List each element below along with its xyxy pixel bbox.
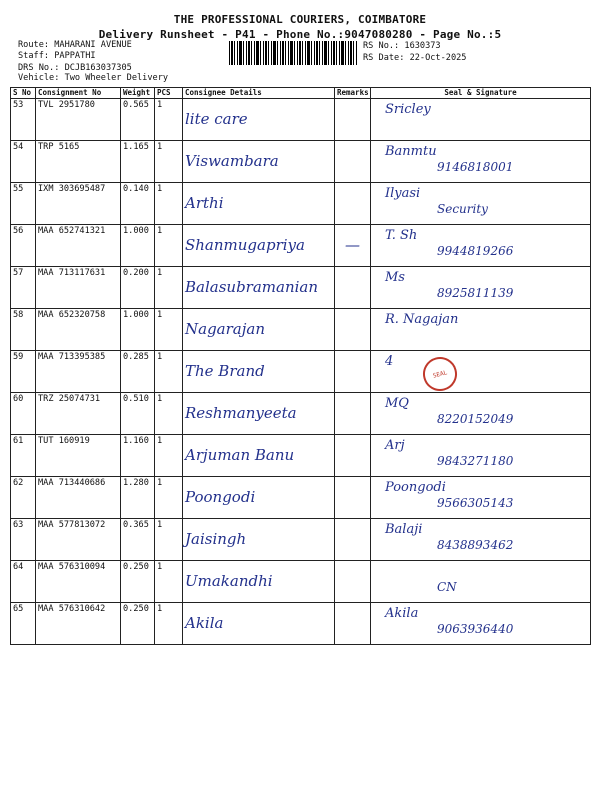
serial-number-cell: 59 <box>11 351 36 393</box>
table-row <box>11 351 591 393</box>
handwritten-phone: 8925811139 <box>437 286 514 300</box>
seal-signature-cell <box>371 141 591 183</box>
pieces-cell: 1 <box>155 99 183 141</box>
consignee-details-cell: Viswambara <box>183 141 335 183</box>
weight-cell: 0.200 <box>121 267 155 309</box>
handwritten-phone: 8438893462 <box>437 538 514 552</box>
seal-signature-cell <box>371 435 591 477</box>
handwritten-phone: 9843271180 <box>437 454 514 468</box>
seal-signature-cell <box>371 99 591 141</box>
table-header-row <box>11 88 591 99</box>
handwritten-signature: Banmtu <box>385 144 437 159</box>
serial-number-cell: 61 <box>11 435 36 477</box>
column-header: S No <box>11 88 36 99</box>
remarks-cell <box>335 267 371 309</box>
consignment-number-cell: MAA 713117631 <box>36 267 121 309</box>
pieces-cell: 1 <box>155 393 183 435</box>
runsheet-subtitle: Delivery Runsheet - P41 - Phone No.:9047080280 - Page No.:5 <box>98 28 502 41</box>
table-row <box>11 267 591 309</box>
consignee-details-cell: Shanmugapriya <box>183 225 335 267</box>
serial-number-cell: 53 <box>11 99 36 141</box>
handwritten-signature: MQ <box>385 396 409 411</box>
remarks-cell <box>335 435 371 477</box>
staff-label: Staff: PAPPATHI <box>18 51 96 61</box>
serial-number-cell: 58 <box>11 309 36 351</box>
remarks-cell <box>335 309 371 351</box>
handwritten-signature: Akila <box>385 606 419 621</box>
consignment-number-cell: MAA 576310642 <box>36 603 121 645</box>
consignee-details-cell: Arjuman Banu <box>183 435 335 477</box>
pieces-cell: 1 <box>155 225 183 267</box>
weight-cell: 1.160 <box>121 435 155 477</box>
remarks-cell <box>335 519 371 561</box>
table-row <box>11 141 591 183</box>
table-row <box>11 309 591 351</box>
seal-stamp: SEAL <box>419 353 461 392</box>
serial-number-cell: 60 <box>11 393 36 435</box>
runsheet-table <box>10 87 591 645</box>
consignment-number-cell: TRP 5165 <box>36 141 121 183</box>
runsheet-title: THE PROFESSIONAL COURIERS, COIMBATORE <box>173 13 427 26</box>
weight-cell: 1.165 <box>121 141 155 183</box>
handwritten-phone: 9146818001 <box>437 160 514 174</box>
consignee-details-cell: Poongodi <box>183 477 335 519</box>
consignee-details-cell: lite care <box>183 99 335 141</box>
column-header: Remarks <box>335 88 371 99</box>
column-header: Consignee Details <box>183 88 335 99</box>
handwritten-phone: CN <box>437 580 457 594</box>
handwritten-signature: Ms <box>385 270 405 285</box>
column-header: Consignment No <box>36 88 121 99</box>
seal-signature-cell <box>371 561 591 603</box>
weight-cell: 0.140 <box>121 183 155 225</box>
remarks-cell <box>335 477 371 519</box>
weight-cell: 0.365 <box>121 519 155 561</box>
table-row <box>11 99 591 141</box>
consignee-details-cell: Arthi <box>183 183 335 225</box>
serial-number-cell: 65 <box>11 603 36 645</box>
consignment-number-cell: MAA 652741321 <box>36 225 121 267</box>
table-row <box>11 225 591 267</box>
seal-signature-cell <box>371 267 591 309</box>
table-row <box>11 477 591 519</box>
remarks-cell <box>335 561 371 603</box>
handwritten-phone: 8220152049 <box>437 412 514 426</box>
handwritten-phone: 9944819266 <box>437 244 514 258</box>
vehicle-label: Vehicle: Two Wheeler Delivery <box>18 73 169 83</box>
route-label: Route: MAHARANI AVENUE <box>18 40 132 50</box>
column-header: Seal & Signature <box>371 88 591 99</box>
table-row <box>11 435 591 477</box>
serial-number-cell: 54 <box>11 141 36 183</box>
remarks-cell: — <box>335 225 371 267</box>
consignee-details-cell: Jaisingh <box>183 519 335 561</box>
pieces-cell: 1 <box>155 183 183 225</box>
seal-signature-cell <box>371 477 591 519</box>
remarks-cell <box>335 141 371 183</box>
weight-cell: 0.565 <box>121 99 155 141</box>
table-row <box>11 519 591 561</box>
consignee-details-cell: Balasubramanian <box>183 267 335 309</box>
serial-number-cell: 56 <box>11 225 36 267</box>
seal-signature-cell <box>371 225 591 267</box>
consignment-number-cell: MAA 652320758 <box>36 309 121 351</box>
handwritten-signature: Arj <box>385 438 405 453</box>
handwritten-signature: Ilyasi <box>385 186 421 201</box>
consignment-number-cell: MAA 577813072 <box>36 519 121 561</box>
pieces-cell: 1 <box>155 561 183 603</box>
remarks-cell <box>335 393 371 435</box>
seal-signature-cell <box>371 519 591 561</box>
seal-signature-cell <box>371 393 591 435</box>
column-header: PCS <box>155 88 183 99</box>
weight-cell: 0.285 <box>121 351 155 393</box>
weight-cell: 0.510 <box>121 393 155 435</box>
handwritten-phone: 9566305143 <box>437 496 514 510</box>
column-header: Weight <box>121 88 155 99</box>
consignment-number-cell: TUT 160919 <box>36 435 121 477</box>
weight-cell: 0.250 <box>121 603 155 645</box>
barcode-image <box>229 41 357 65</box>
consignment-number-cell: IXM 303695487 <box>36 183 121 225</box>
handwritten-signature: R. Nagajan <box>385 312 459 327</box>
consignee-details-cell: The Brand <box>183 351 335 393</box>
serial-number-cell: 57 <box>11 267 36 309</box>
table-row <box>11 393 591 435</box>
consignment-number-cell: MAA 576310094 <box>36 561 121 603</box>
weight-cell: 1.000 <box>121 309 155 351</box>
weight-cell: 1.280 <box>121 477 155 519</box>
seal-signature-cell <box>371 309 591 351</box>
serial-number-cell: 55 <box>11 183 36 225</box>
drs-number: DRS No.: DCJB163037305 <box>18 63 132 73</box>
remarks-cell <box>335 351 371 393</box>
consignment-number-cell: TRZ 25074731 <box>36 393 121 435</box>
consignee-details-cell: Reshmanyeeta <box>183 393 335 435</box>
seal-signature-cell <box>371 603 591 645</box>
remarks-cell <box>335 183 371 225</box>
pieces-cell: 1 <box>155 435 183 477</box>
pieces-cell: 1 <box>155 351 183 393</box>
handwritten-signature: Balaji <box>385 522 423 537</box>
weight-cell: 0.250 <box>121 561 155 603</box>
serial-number-cell: 63 <box>11 519 36 561</box>
handwritten-signature: 4 <box>385 354 394 369</box>
consignee-details-cell: Nagarajan <box>183 309 335 351</box>
pieces-cell: 1 <box>155 309 183 351</box>
rs-number: RS No.: 1630373 <box>363 41 441 51</box>
consignee-details-cell: Umakandhi <box>183 561 335 603</box>
handwritten-phone: Security <box>437 202 488 216</box>
consignment-number-cell: TVL 2951780 <box>36 99 121 141</box>
serial-number-cell: 62 <box>11 477 36 519</box>
handwritten-signature: Poongodi <box>385 480 446 495</box>
weight-cell: 1.000 <box>121 225 155 267</box>
pieces-cell: 1 <box>155 267 183 309</box>
remarks-cell <box>335 603 371 645</box>
consignee-details-cell: Akila <box>183 603 335 645</box>
table-row <box>11 561 591 603</box>
rs-date: RS Date: 22-Oct-2025 <box>363 53 467 63</box>
seal-signature-cell <box>371 183 591 225</box>
pieces-cell: 1 <box>155 141 183 183</box>
serial-number-cell: 64 <box>11 561 36 603</box>
handwritten-signature: T. Sh <box>385 228 418 243</box>
consignment-number-cell: MAA 713440686 <box>36 477 121 519</box>
table-row <box>11 603 591 645</box>
seal-signature-cell <box>371 351 591 393</box>
pieces-cell: 1 <box>155 477 183 519</box>
pieces-cell: 1 <box>155 519 183 561</box>
pieces-cell: 1 <box>155 603 183 645</box>
consignment-number-cell: MAA 713395385 <box>36 351 121 393</box>
remarks-cell <box>335 99 371 141</box>
handwritten-phone: 9063936440 <box>437 622 514 636</box>
handwritten-signature: Sricley <box>385 102 431 117</box>
table-row <box>11 183 591 225</box>
